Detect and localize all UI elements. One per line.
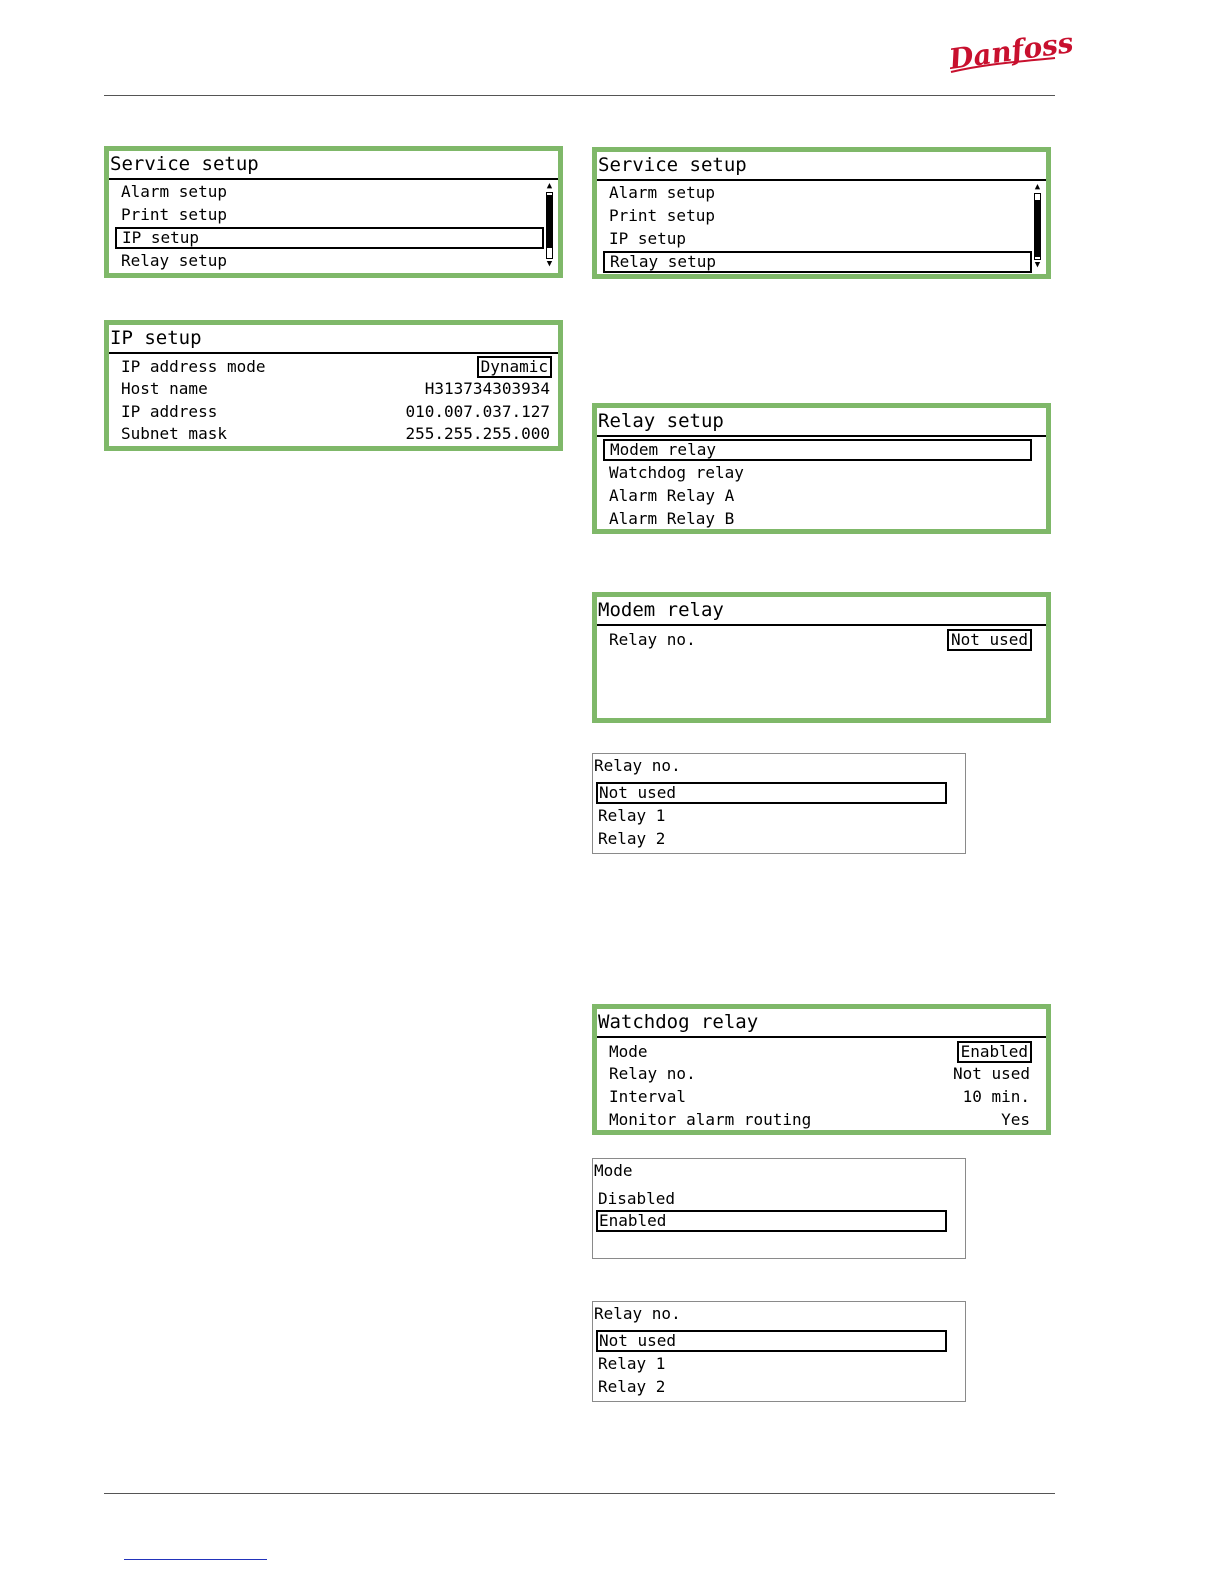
- row-label: Relay no.: [609, 1064, 696, 1083]
- svg-text:Danfoss: Danfoss: [946, 25, 1076, 76]
- footer-link-underline[interactable]: [124, 1559, 267, 1560]
- row-label: Relay no.: [609, 630, 696, 649]
- scrollbar[interactable]: [1033, 183, 1042, 270]
- menu-item-alarm-relay-a[interactable]: Alarm Relay A: [609, 486, 735, 505]
- row-label: IP address mode: [121, 357, 266, 376]
- subnet-mask-value: 255.255.255.000: [405, 424, 550, 443]
- option-disabled[interactable]: Disabled: [598, 1189, 676, 1208]
- host-name-row: [115, 378, 552, 400]
- relay-no-row[interactable]: [603, 629, 1032, 651]
- menu-item-ip-setup[interactable]: IP setup: [609, 229, 687, 248]
- menu-item-print-setup[interactable]: Print setup: [121, 205, 227, 224]
- menu-item-print-setup[interactable]: Print setup: [609, 206, 715, 225]
- panel-title: IP setup: [109, 325, 558, 354]
- menu-item-alarm-relay-b[interactable]: Alarm Relay B: [609, 509, 735, 528]
- ip-setup-panel: [104, 320, 563, 451]
- scroll-down-icon[interactable]: ▼: [546, 259, 553, 269]
- monitor-alarm-routing-value: Yes: [1001, 1110, 1030, 1129]
- scroll-up-icon[interactable]: ▲: [1034, 182, 1041, 192]
- menu-item-modem-relay[interactable]: Modem relay: [603, 439, 1032, 461]
- interval-value: 10 min.: [962, 1087, 1030, 1106]
- panel-title: Service setup: [597, 152, 1046, 181]
- mode-popup: [592, 1158, 966, 1259]
- row-label: IP address: [121, 402, 218, 421]
- menu-item-watchdog-relay[interactable]: Watchdog relay: [609, 463, 744, 482]
- footer-rule: [104, 1493, 1055, 1494]
- scrollbar[interactable]: [545, 182, 554, 269]
- option-relay-1[interactable]: Relay 1: [598, 806, 666, 825]
- scroll-up-icon[interactable]: ▲: [546, 181, 553, 191]
- option-not-used[interactable]: Not used: [596, 782, 947, 804]
- panel-title: Relay setup: [597, 408, 1046, 437]
- popup-title: Relay no.: [594, 1304, 681, 1323]
- modem-relay-panel: [592, 592, 1051, 723]
- popup-title: Mode: [594, 1161, 633, 1180]
- option-relay-2[interactable]: Relay 2: [598, 829, 666, 848]
- service-setup-panel-relay: [592, 147, 1051, 279]
- header-rule: [104, 95, 1055, 96]
- row-label: Subnet mask: [121, 424, 227, 443]
- ip-address-value: 010.007.037.127: [405, 402, 550, 421]
- monitor-alarm-routing-row: [603, 1109, 1032, 1131]
- interval-row: [603, 1086, 1032, 1108]
- relay-setup-panel: [592, 403, 1051, 534]
- relay-no-popup-2: [592, 1301, 966, 1402]
- relay-no-row: [603, 1063, 1032, 1085]
- panel-title: Modem relay: [597, 597, 1046, 626]
- menu-item-ip-setup[interactable]: IP setup: [115, 227, 544, 249]
- menu-item-alarm-setup[interactable]: Alarm setup: [609, 183, 715, 202]
- ip-address-mode-value[interactable]: Dynamic: [477, 356, 552, 378]
- host-name-value: H313734303934: [424, 379, 550, 398]
- ip-address-mode-row[interactable]: [115, 356, 552, 378]
- relay-no-value: Not used: [952, 1064, 1030, 1083]
- row-label: Interval: [609, 1087, 687, 1106]
- row-label: Mode: [609, 1042, 648, 1061]
- relay-no-popup: [592, 753, 966, 854]
- row-label: Host name: [121, 379, 208, 398]
- ip-address-row: [115, 401, 552, 423]
- watchdog-relay-panel: [592, 1004, 1051, 1135]
- option-relay-2[interactable]: Relay 2: [598, 1377, 666, 1396]
- scroll-down-icon[interactable]: ▼: [1034, 260, 1041, 270]
- panel-title: Service setup: [109, 151, 558, 180]
- option-enabled[interactable]: Enabled: [596, 1210, 947, 1232]
- popup-title: Relay no.: [594, 756, 681, 775]
- mode-value[interactable]: Enabled: [957, 1041, 1032, 1063]
- mode-row[interactable]: [603, 1041, 1032, 1063]
- relay-no-value[interactable]: Not used: [947, 629, 1032, 651]
- menu-item-alarm-setup[interactable]: Alarm setup: [121, 182, 227, 201]
- service-setup-panel-ip: [104, 146, 563, 278]
- danfoss-logo: [945, 25, 1076, 80]
- option-relay-1[interactable]: Relay 1: [598, 1354, 666, 1373]
- menu-item-relay-setup[interactable]: Relay setup: [121, 251, 227, 270]
- row-label: Monitor alarm routing: [609, 1110, 812, 1129]
- menu-item-relay-setup[interactable]: Relay setup: [603, 251, 1032, 273]
- panel-title: Watchdog relay: [597, 1009, 1046, 1038]
- subnet-mask-row: [115, 423, 552, 445]
- option-not-used[interactable]: Not used: [596, 1330, 947, 1352]
